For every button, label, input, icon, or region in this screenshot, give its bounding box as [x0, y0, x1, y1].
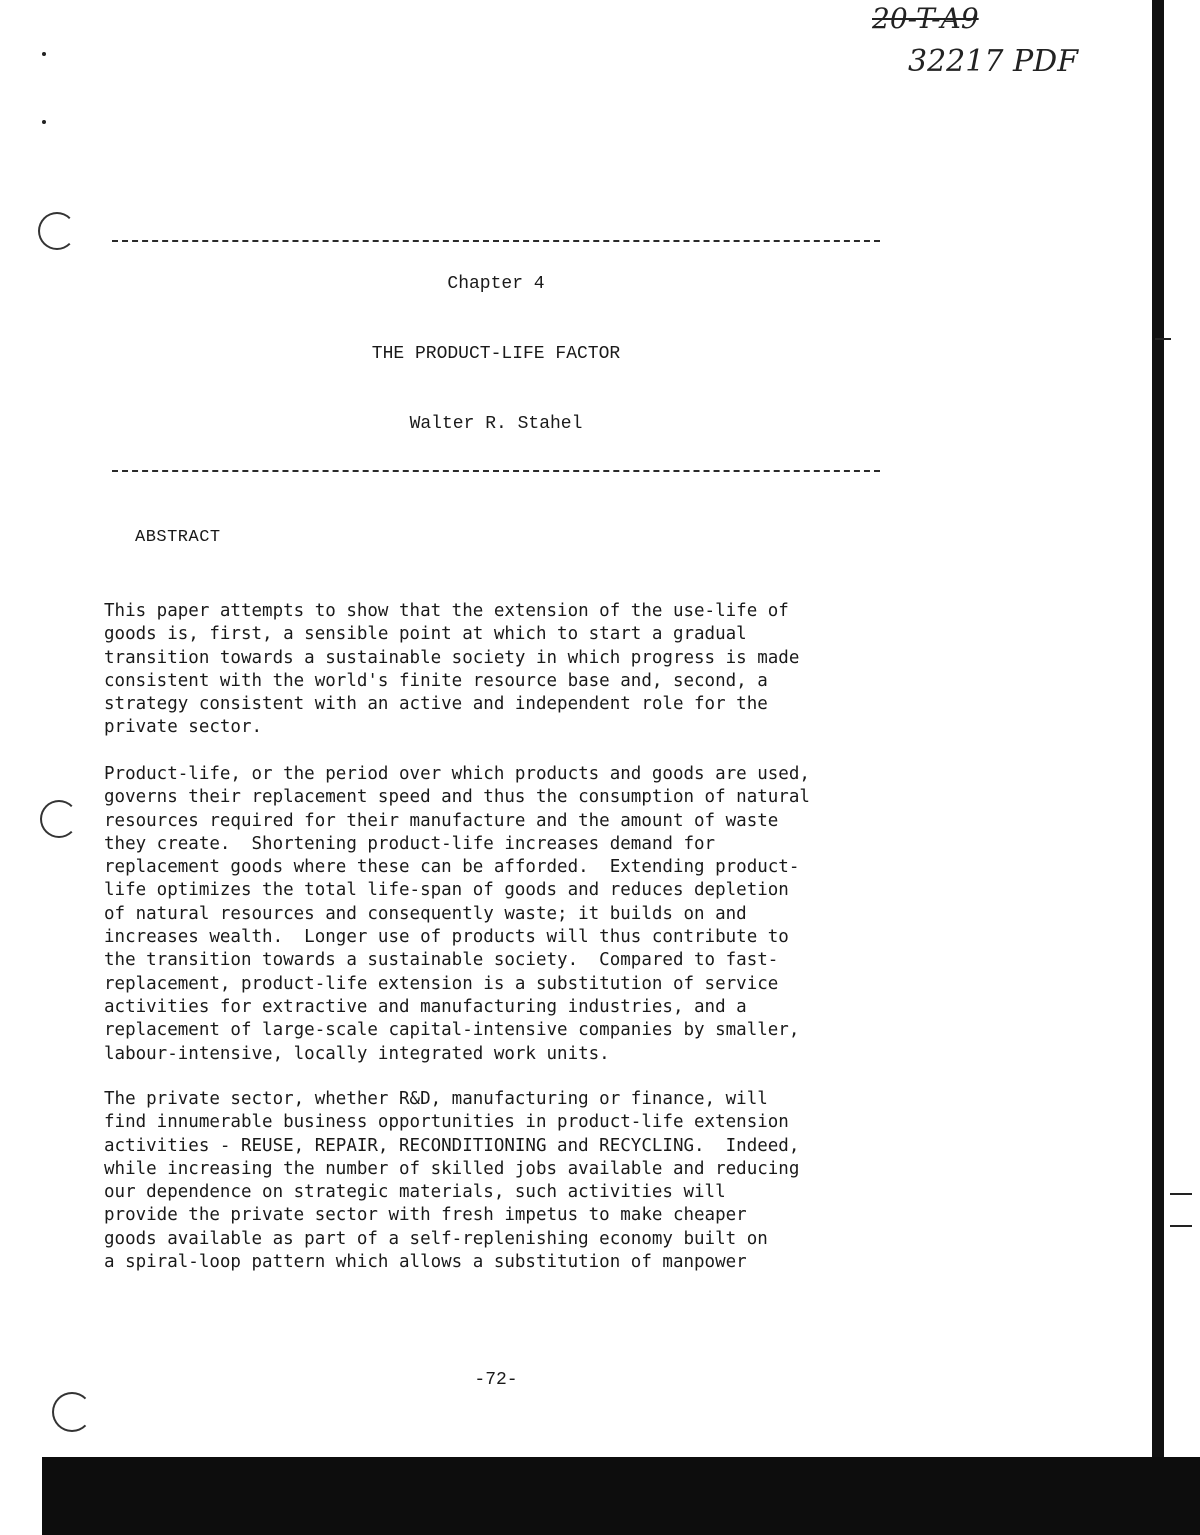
abstract-heading: ABSTRACT — [135, 528, 221, 547]
punch-hole-mark — [52, 1392, 92, 1432]
scan-edge-right — [1152, 0, 1164, 1470]
punch-hole-mark — [40, 800, 78, 838]
scan-edge-bottom — [42, 1457, 1200, 1535]
scan-tick — [1170, 1193, 1192, 1195]
abstract-paragraph-2: Product-life, or the period over which products and goods are used, governs their replacement speed and thus the consumption of natural resources required for their manufacture and the amount of waste they create. Shortening product-life increases demand for replacement goods where these can be afforded. Extending product- life optimizes the total life-span of goods and reduces depletion of natural resources and consequently waste; it builds on and increases wealth. Longer use of products will thus contribute to the transition towards a sustainable society. Compared to fast- replacement, product-life extension is a substitution of service activities for extractive and manufacturing industries, and a replacement of large-scale capital-intensive companies by smaller, labour-intensive, locally integrated work units. — [104, 764, 810, 1064]
abstract-paragraph-3: The private sector, whether R&D, manufacturing or finance, will find innumerable business opportunities in product-life extension activities - REUSE, REPAIR, RECONDITIONING and RECYCLING. Indeed, while increasing the number of skilled jobs available and reducing our dependence on strategic materials, such activities will provide the private sector with fresh impetus to make cheaper goods available as part of a self-replenishing economy built on a spiral-loop pattern which allows a substitution of manpower — [104, 1089, 800, 1273]
punch-hole-mark — [38, 212, 76, 250]
handwritten-note-line1: 20-T-A9 — [872, 2, 979, 35]
top-dashed-rule — [112, 240, 880, 242]
page-number: -72- — [474, 1370, 518, 1390]
scan-tick — [1170, 1225, 1192, 1227]
chapter-label: Chapter 4 — [447, 274, 545, 294]
handwritten-note-line2: 32217 PDF — [908, 44, 1079, 79]
margin-dot — [42, 120, 46, 124]
bottom-dashed-rule — [112, 470, 880, 472]
chapter-title: THE PRODUCT-LIFE FACTOR — [371, 344, 621, 364]
margin-dot — [42, 52, 46, 56]
abstract-paragraph-1: This paper attempts to show that the extension of the use-life of goods is, first, a sensible point at which to start a gradual transition towards a sustainable society in which progress is made consistent with the world's finite resource base and, second, a strategy consistent with an active and independent role for the private sector. — [104, 601, 800, 738]
scan-tick — [1155, 338, 1171, 340]
author-name: Walter R. Stahel — [409, 414, 583, 434]
